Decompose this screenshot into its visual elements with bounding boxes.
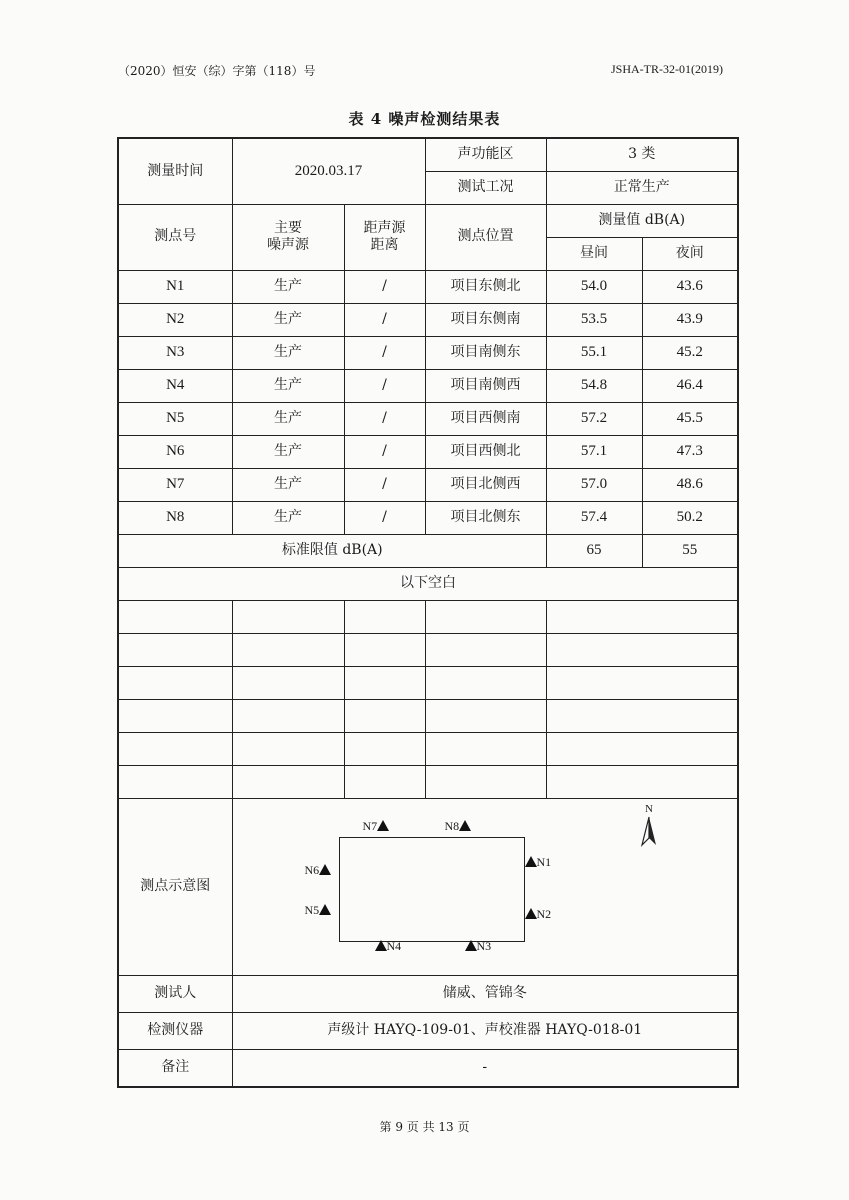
remark-value: -	[232, 1049, 738, 1087]
remark-label: 备注	[118, 1049, 232, 1087]
empty-row	[118, 633, 738, 666]
limit-day: 65	[546, 534, 642, 567]
point-n5: N5	[305, 903, 332, 918]
table-row: N2 生产 / 项目东侧南 53.5 43.9	[118, 303, 738, 336]
table-row: N4 生产 / 项目南侧西 54.8 46.4	[118, 369, 738, 402]
diagram-label: 测点示意图	[118, 798, 232, 975]
triangle-marker-icon	[465, 940, 477, 951]
point-n6: N6	[305, 863, 332, 878]
col-location: 测点位置	[425, 204, 546, 270]
tester-label: 测试人	[118, 975, 232, 1012]
diagram-cell	[232, 798, 738, 975]
triangle-marker-icon	[375, 940, 387, 951]
condition-value: 正常生产	[546, 171, 738, 204]
col-measured: 测量值 dB(A)	[546, 204, 738, 237]
triangle-marker-icon	[377, 820, 389, 831]
limit-row	[118, 534, 738, 567]
instrument-label: 检测仪器	[118, 1012, 232, 1049]
empty-row	[118, 666, 738, 699]
point-n8: N8	[445, 819, 472, 834]
col-night: 夜间	[642, 237, 738, 270]
triangle-marker-icon	[525, 856, 537, 867]
triangle-marker-icon	[459, 820, 471, 831]
point-n1: N1	[525, 855, 552, 870]
col-day: 昼间	[546, 237, 642, 270]
time-value: 2020.03.17	[232, 138, 425, 204]
table-row: N3 生产 / 项目南侧东 55.1 45.2	[118, 336, 738, 369]
col-distance: 距声源 距离	[344, 204, 425, 270]
triangle-marker-icon	[319, 864, 331, 875]
table-title: 表 4 噪声检测结果表	[348, 110, 501, 128]
point-n2: N2	[525, 907, 552, 922]
col-point: 测点号	[118, 204, 232, 270]
document-code: JSHA-TR-32-01(2019)	[611, 62, 723, 76]
table-row: N7 生产 / 项目北侧西 57.0 48.6	[118, 468, 738, 501]
noise-results-table	[117, 137, 739, 1088]
instrument-value: 声级计 HAYQ-109-01、声校准器 HAYQ-018-01	[232, 1012, 738, 1049]
measurement-point-diagram	[233, 799, 738, 975]
table-row: N1 生产 / 项目东侧北 54.0 43.6	[118, 270, 738, 303]
empty-row	[118, 699, 738, 732]
table-row: N6 生产 / 项目西侧北 57.1 47.3	[118, 435, 738, 468]
report-number: （2020）恒安（综）字第（118）号	[118, 64, 316, 78]
empty-row	[118, 765, 738, 798]
north-arrow-icon	[637, 801, 661, 851]
condition-label: 测试工况	[425, 171, 546, 204]
col-source: 主要 噪声源	[232, 204, 344, 270]
blank-note: 以下空白	[118, 567, 738, 600]
table-row: N8 生产 / 项目北侧东 57.4 50.2	[118, 501, 738, 534]
project-boundary	[339, 837, 525, 942]
time-label: 测量时间	[118, 138, 232, 204]
limit-night: 55	[642, 534, 738, 567]
zone-label: 声功能区	[425, 138, 546, 171]
empty-row	[118, 600, 738, 633]
svg-text:N: N	[644, 802, 653, 815]
page-number: 第 9 页 共 13 页	[379, 1120, 470, 1134]
empty-row	[118, 732, 738, 765]
point-n7: N7	[363, 819, 390, 834]
zone-value: 3 类	[546, 138, 738, 171]
point-n3: N3	[465, 939, 492, 954]
table-row: N5 生产 / 项目西侧南 57.2 45.5	[118, 402, 738, 435]
triangle-marker-icon	[319, 904, 331, 915]
limit-label: 标准限值 dB(A)	[118, 534, 546, 567]
point-n4: N4	[375, 939, 402, 954]
triangle-marker-icon	[525, 908, 537, 919]
tester-value: 储威、管锦冬	[232, 975, 738, 1012]
